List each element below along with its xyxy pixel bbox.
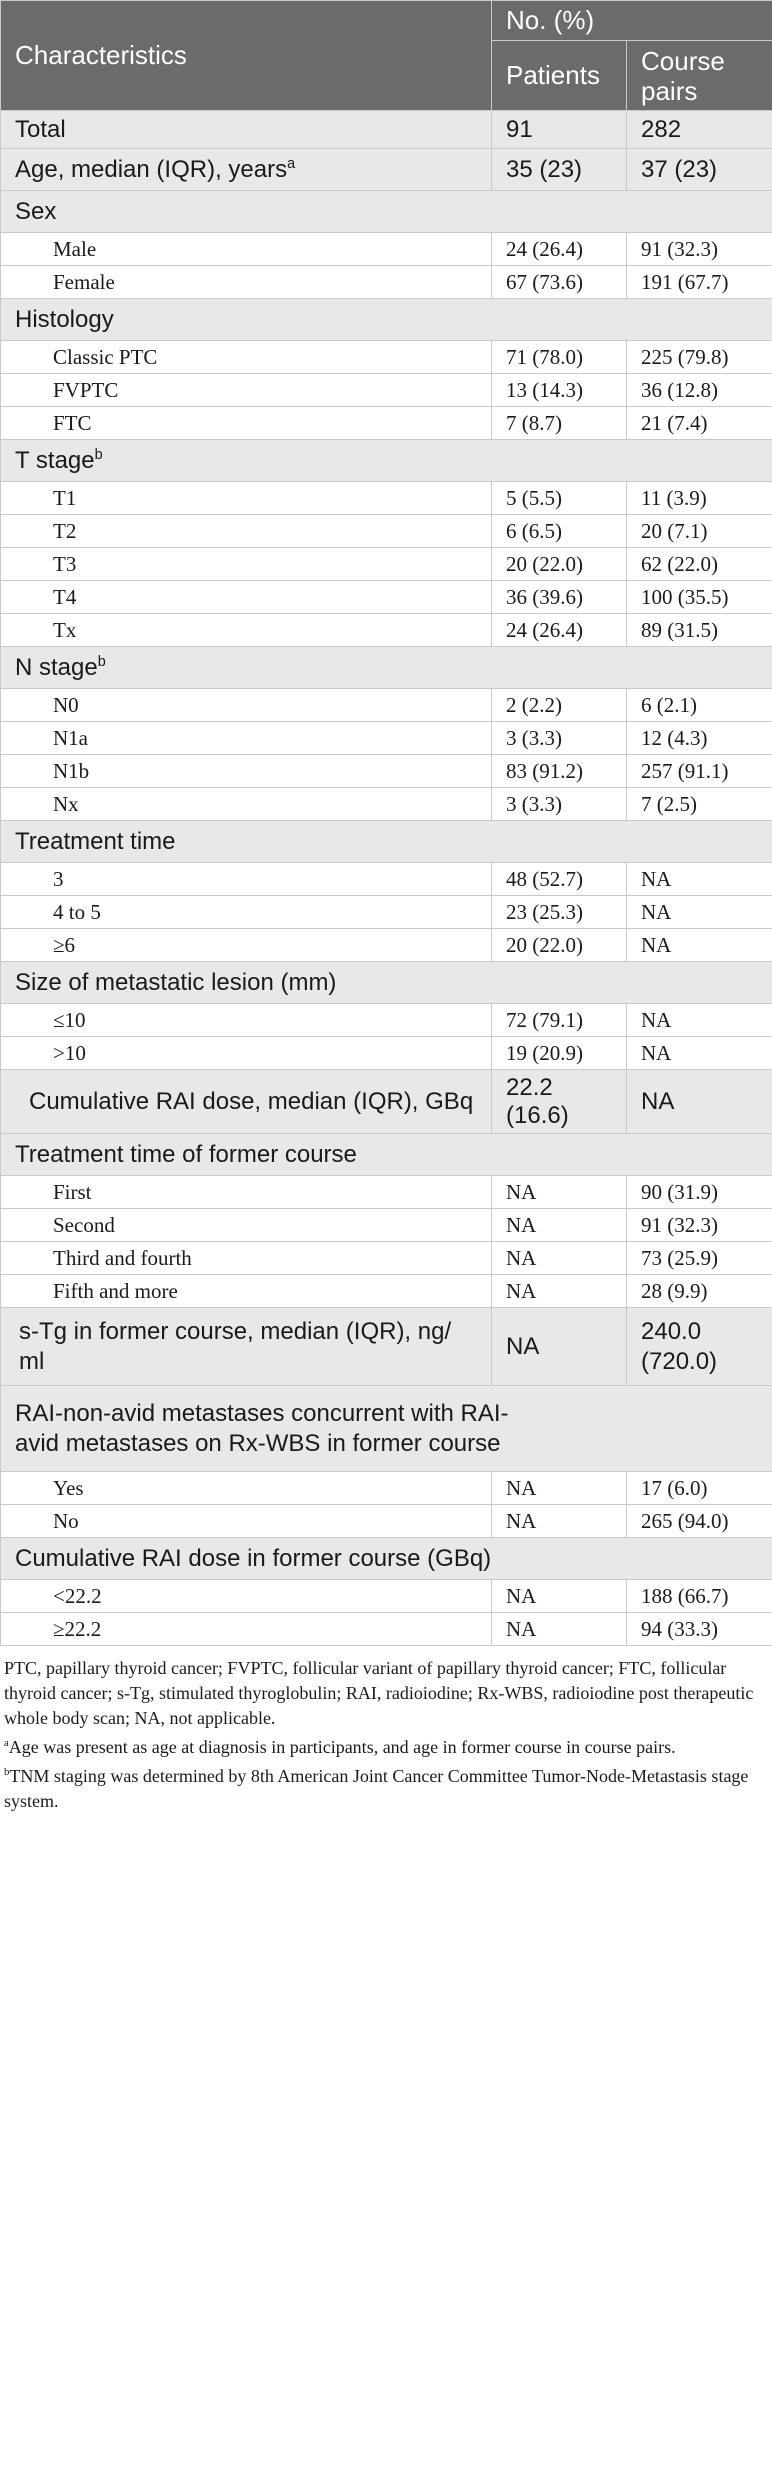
- t-stage-row-patients: [492, 548, 627, 581]
- former-course-row-label: [1, 1275, 492, 1308]
- treatment-time-heading: [1, 821, 772, 863]
- n-stage-row-course: [627, 689, 772, 722]
- age-row-course-text: 37 (23): [641, 155, 718, 183]
- footnotes: [0, 1646, 772, 1814]
- sex-row-course: [627, 266, 772, 299]
- size-lesion-row-patients-text: 72 (79.1): [506, 1007, 583, 1032]
- t-stage-row-label-text: T2: [53, 518, 77, 543]
- histology-row-label: [1, 341, 492, 374]
- cum-dose-former-row: [1, 1580, 772, 1613]
- treatment-time-row-patients-text: 20 (22.0): [506, 932, 583, 957]
- t-stage-row-patients: [492, 614, 627, 647]
- cum-dose-former-row-patients: [492, 1580, 627, 1613]
- treatment-time-heading-text: Treatment time: [15, 827, 176, 855]
- treatment-time-row: [1, 929, 772, 962]
- treatment-time-row-course: [627, 929, 772, 962]
- t-stage-row-course: [627, 581, 772, 614]
- cum-dose-former-row-label: [1, 1613, 492, 1646]
- former-course-row-patients-text: NA: [506, 1212, 537, 1237]
- sex-row-course: [627, 233, 772, 266]
- n-stage-row-label: [1, 755, 492, 788]
- histology-row-course-text: 225 (79.8): [641, 344, 729, 369]
- age-row: [1, 149, 772, 191]
- t-stage-row-label-text: T4: [53, 584, 77, 609]
- sex-heading-row: [1, 191, 772, 233]
- t-stage-row: [1, 482, 772, 515]
- n-stage-row-patients: [492, 722, 627, 755]
- former-course-row-patients: [492, 1275, 627, 1308]
- nonavid-heading-row: [1, 1386, 772, 1472]
- total-row: [1, 111, 772, 149]
- t-stage-row-patients-text: 5 (5.5): [506, 485, 562, 510]
- t-stage-row-label-text: T1: [53, 485, 77, 510]
- former-course-row-label-text: Fifth and more: [53, 1278, 178, 1303]
- histology-row-patients-text: 71 (78.0): [506, 344, 583, 369]
- nonavid-row-patients-text: NA: [506, 1508, 537, 1533]
- treatment-time-row-course-text: NA: [641, 899, 672, 924]
- former-course-row: [1, 1209, 772, 1242]
- nonavid-row-course: [627, 1472, 772, 1505]
- n-stage-heading-text: N stage: [15, 653, 98, 681]
- cum-dose-patients-text: 22.2 (16.6): [506, 1073, 569, 1129]
- histology-row-patients: [492, 374, 627, 407]
- total-row-course: [627, 111, 772, 149]
- histology-row-patients-text: 13 (14.3): [506, 377, 583, 402]
- former-course-heading-row: [1, 1134, 772, 1176]
- t-stage-row: [1, 548, 772, 581]
- total-row-patients: [492, 111, 627, 149]
- histology-row: [1, 407, 772, 440]
- n-stage-row-label-text: N1a: [53, 725, 88, 750]
- cum-dose-course: [627, 1070, 772, 1134]
- size-lesion-row-patients-text: 19 (20.9): [506, 1040, 583, 1065]
- size-lesion-row-label-text: >10: [53, 1040, 86, 1065]
- treatment-time-row-patients: [492, 896, 627, 929]
- t-stage-row-course-text: 100 (35.5): [641, 584, 729, 609]
- t-stage-heading: [1, 440, 772, 482]
- t-stage-row-label: [1, 614, 492, 647]
- cum-dose-former-row-course: [627, 1580, 772, 1613]
- histology-row: [1, 341, 772, 374]
- t-stage-row-course: [627, 614, 772, 647]
- footnote-b-text: TNM staging was determined by 8th American Joint Cancer Committee Tumor-Node-Metastasis stage system.: [4, 1766, 749, 1811]
- stg-course-text: 240.0 (720.0): [641, 1317, 718, 1375]
- size-lesion-row: [1, 1004, 772, 1037]
- total-row-course-text: 282: [641, 115, 682, 143]
- nonavid-heading-text: RAI-non-avid metastases concurrent with RAI-avid metastases on Rx-WBS in former course: [15, 1399, 509, 1457]
- former-course-row-patients-text: NA: [506, 1245, 537, 1270]
- n-stage-heading-row: [1, 647, 772, 689]
- total-row-patients-text: 91: [506, 115, 533, 143]
- cum-dose-former-heading-text: Cumulative RAI dose in former course (GBq): [15, 1544, 492, 1572]
- histology-heading-text: Histology: [15, 305, 114, 333]
- treatment-time-row: [1, 896, 772, 929]
- t-stage-row-patients-text: 36 (39.6): [506, 584, 583, 609]
- cum-dose-former-row-label-text: ≥22.2: [53, 1616, 102, 1641]
- sex-row-patients: [492, 266, 627, 299]
- sex-row-patients-text: 67 (73.6): [506, 269, 583, 294]
- histology-row-course: [627, 407, 772, 440]
- histology-row-label-text: FTC: [53, 410, 92, 435]
- age-row-course: [627, 149, 772, 191]
- cum-dose-row: [1, 1070, 772, 1134]
- former-course-row-course: [627, 1176, 772, 1209]
- footnote-abbreviations: PTC, papillary thyroid cancer; FVPTC, follicular variant of papillary thyroid cancer; FTC, follicular thyroid cancer; s-Tg, stimulated thyroglobulin; RAI, radioiodine; Rx-WBS, radioiodine post therapeutic whole body scan; NA, not applicable.: [4, 1658, 754, 1728]
- size-lesion-heading: [1, 962, 772, 1004]
- t-stage-heading-footnote-mark: b: [94, 446, 103, 463]
- histology-row-label-text: FVPTC: [53, 377, 119, 402]
- histology-row-label-text: Classic PTC: [53, 344, 158, 369]
- n-stage-row-label-text: N0: [53, 692, 79, 717]
- header-patients: Patients: [492, 41, 627, 111]
- histology-row-course-text: 21 (7.4): [641, 410, 708, 435]
- cum-dose-former-heading-row: [1, 1538, 772, 1580]
- nonavid-row: [1, 1472, 772, 1505]
- t-stage-row-label: [1, 482, 492, 515]
- n-stage-row-label: [1, 788, 492, 821]
- treatment-time-row-label-text: ≥6: [53, 932, 76, 957]
- cum-dose-former-row-label: [1, 1580, 492, 1613]
- nonavid-row-label-text: Yes: [53, 1475, 84, 1500]
- cum-dose-label-text: Cumulative RAI dose, median (IQR), GBq: [29, 1087, 474, 1115]
- n-stage-row: [1, 689, 772, 722]
- stg-label: [1, 1308, 492, 1386]
- sex-row-label: [1, 266, 492, 299]
- t-stage-row-patients-text: 20 (22.0): [506, 551, 583, 576]
- former-course-row-course: [627, 1242, 772, 1275]
- former-course-row-course-text: 28 (9.9): [641, 1278, 708, 1303]
- n-stage-row-course-text: 7 (2.5): [641, 791, 697, 816]
- t-stage-row: [1, 515, 772, 548]
- sex-row: [1, 266, 772, 299]
- cum-dose-label: [1, 1070, 492, 1134]
- treatment-time-row-patients: [492, 929, 627, 962]
- nonavid-row-patients: [492, 1505, 627, 1538]
- t-stage-row-label: [1, 581, 492, 614]
- former-course-row-course-text: 91 (32.3): [641, 1212, 718, 1237]
- t-stage-row-course: [627, 515, 772, 548]
- treatment-time-row-patients-text: 48 (52.7): [506, 866, 583, 891]
- treatment-time-row-label-text: 4 to 5: [53, 899, 101, 924]
- size-lesion-row-course: [627, 1004, 772, 1037]
- sex-row-course-text: 91 (32.3): [641, 236, 718, 261]
- former-course-row-patients-text: NA: [506, 1278, 537, 1303]
- former-course-row-label: [1, 1242, 492, 1275]
- size-lesion-row-course-text: NA: [641, 1040, 672, 1065]
- total-row-label-text: Total: [15, 115, 66, 143]
- treatment-time-row-label: [1, 896, 492, 929]
- cum-dose-former-row-course-text: 94 (33.3): [641, 1616, 718, 1641]
- former-course-row-label-text: First: [53, 1179, 92, 1204]
- treatment-time-row-patients-text: 23 (25.3): [506, 899, 583, 924]
- t-stage-row-label-text: Tx: [53, 617, 77, 642]
- former-course-row-course-text: 90 (31.9): [641, 1179, 718, 1204]
- treatment-time-row-course: [627, 863, 772, 896]
- n-stage-row-course: [627, 788, 772, 821]
- n-stage-row-label-text: Nx: [53, 791, 79, 816]
- sex-row-patients: [492, 233, 627, 266]
- footnote-b: [4, 1760, 768, 1814]
- treatment-time-row-label: [1, 929, 492, 962]
- age-row-label: [1, 149, 492, 191]
- n-stage-row-course-text: 257 (91.1): [641, 758, 729, 783]
- cum-dose-course-text: NA: [641, 1087, 675, 1115]
- footnote-a-text: Age was present as age at diagnosis in participants, and age in former course in course pairs.: [8, 1737, 676, 1757]
- former-course-row-label: [1, 1176, 492, 1209]
- sex-row-label-text: Male: [53, 236, 97, 261]
- treatment-time-row-label: [1, 863, 492, 896]
- n-stage-row-course: [627, 722, 772, 755]
- former-course-heading-text: Treatment time of former course: [15, 1140, 357, 1168]
- t-stage-heading-row: [1, 440, 772, 482]
- header-course-pairs: Course pairs: [627, 41, 772, 111]
- histology-row-patients: [492, 341, 627, 374]
- n-stage-row-course: [627, 755, 772, 788]
- former-course-row: [1, 1275, 772, 1308]
- t-stage-row: [1, 614, 772, 647]
- nonavid-row-patients: [492, 1472, 627, 1505]
- n-stage-row-course-text: 12 (4.3): [641, 725, 708, 750]
- size-lesion-row-label: [1, 1037, 492, 1070]
- t-stage-row-course-text: 11 (3.9): [641, 485, 707, 510]
- nonavid-row-label: [1, 1505, 492, 1538]
- treatment-time-heading-row: [1, 821, 772, 863]
- t-stage-row-patients: [492, 515, 627, 548]
- t-stage-row-course-text: 62 (22.0): [641, 551, 718, 576]
- nonavid-row-patients-text: NA: [506, 1475, 537, 1500]
- n-stage-row-label-text: N1b: [53, 758, 90, 783]
- treatment-time-row-label-text: 3: [53, 866, 64, 891]
- sex-row: [1, 233, 772, 266]
- cum-dose-patients: [492, 1070, 627, 1134]
- former-course-row-label: [1, 1209, 492, 1242]
- stg-patients-text: NA: [506, 1332, 540, 1360]
- former-course-row: [1, 1176, 772, 1209]
- n-stage-row-label: [1, 689, 492, 722]
- former-course-row-course: [627, 1209, 772, 1242]
- sex-row-label-text: Female: [53, 269, 115, 294]
- age-row-label-footnote-mark: a: [287, 155, 296, 172]
- cum-dose-former-heading: [1, 1538, 772, 1580]
- cum-dose-former-row-label-text: <22.2: [53, 1583, 102, 1608]
- histology-row-course: [627, 374, 772, 407]
- histology-row-patients: [492, 407, 627, 440]
- age-row-label-text: Age, median (IQR), years: [15, 155, 288, 183]
- t-stage-row-course: [627, 548, 772, 581]
- stg-row: [1, 1308, 772, 1386]
- n-stage-row-label: [1, 722, 492, 755]
- nonavid-row-label-text: No: [53, 1508, 79, 1533]
- n-stage-row-patients-text: 3 (3.3): [506, 791, 562, 816]
- histology-row-patients-text: 7 (8.7): [506, 410, 562, 435]
- t-stage-row-course: [627, 482, 772, 515]
- t-stage-row: [1, 581, 772, 614]
- size-lesion-row-course-text: NA: [641, 1007, 672, 1032]
- nonavid-row: [1, 1505, 772, 1538]
- treatment-time-row-patients: [492, 863, 627, 896]
- histology-row-course: [627, 341, 772, 374]
- age-row-patients-text: 35 (23): [506, 155, 583, 183]
- treatment-time-row-course: [627, 896, 772, 929]
- nonavid-row-label: [1, 1472, 492, 1505]
- cum-dose-former-row-patients: [492, 1613, 627, 1646]
- former-course-row-label-text: Third and fourth: [53, 1245, 192, 1270]
- nonavid-row-course-text: 17 (6.0): [641, 1475, 708, 1500]
- treatment-time-row-course-text: NA: [641, 932, 672, 957]
- t-stage-row-label: [1, 548, 492, 581]
- sex-row-patients-text: 24 (26.4): [506, 236, 583, 261]
- stg-patients: [492, 1308, 627, 1386]
- n-stage-row-course-text: 6 (2.1): [641, 692, 697, 717]
- header-characteristics: Characteristics: [1, 1, 492, 111]
- nonavid-row-course: [627, 1505, 772, 1538]
- histology-row: [1, 374, 772, 407]
- header-row-1: [1, 1, 772, 41]
- size-lesion-row-label-text: ≤10: [53, 1007, 86, 1032]
- histology-row-label: [1, 407, 492, 440]
- footnote-a: [4, 1731, 768, 1760]
- n-stage-heading-footnote-mark: b: [97, 653, 106, 670]
- nonavid-heading: [1, 1386, 772, 1472]
- n-stage-row-patients: [492, 788, 627, 821]
- size-lesion-heading-text: Size of metastatic lesion (mm): [15, 968, 337, 996]
- histology-row-label: [1, 374, 492, 407]
- size-lesion-row-patients: [492, 1037, 627, 1070]
- histology-heading: [1, 299, 772, 341]
- cum-dose-former-row-patients-text: NA: [506, 1583, 537, 1608]
- former-course-row-course: [627, 1275, 772, 1308]
- sex-heading: [1, 191, 772, 233]
- former-course-row-patients: [492, 1242, 627, 1275]
- size-lesion-row-patients: [492, 1004, 627, 1037]
- former-course-row-course-text: 73 (25.9): [641, 1245, 718, 1270]
- cum-dose-former-row-patients-text: NA: [506, 1616, 537, 1641]
- age-row-patients: [492, 149, 627, 191]
- former-course-row-patients-text: NA: [506, 1179, 537, 1204]
- t-stage-row-patients: [492, 482, 627, 515]
- t-stage-row-patients-text: 6 (6.5): [506, 518, 562, 543]
- size-lesion-row: [1, 1037, 772, 1070]
- cum-dose-former-row: [1, 1613, 772, 1646]
- footnote-a-mark: a: [4, 1737, 9, 1749]
- former-course-row-label-text: Second: [53, 1212, 115, 1237]
- treatment-time-row-course-text: NA: [641, 866, 672, 891]
- header-no-pct: No. (%): [492, 1, 772, 41]
- n-stage-row-patients-text: 83 (91.2): [506, 758, 583, 783]
- size-lesion-row-course: [627, 1037, 772, 1070]
- stg-course: [627, 1308, 772, 1386]
- n-stage-row-patients: [492, 689, 627, 722]
- former-course-heading: [1, 1134, 772, 1176]
- n-stage-row: [1, 722, 772, 755]
- n-stage-row-patients-text: 3 (3.3): [506, 725, 562, 750]
- stg-label-text: s-Tg in former course, median (IQR), ng/ ml: [19, 1317, 452, 1375]
- cum-dose-former-row-course-text: 188 (66.7): [641, 1583, 729, 1608]
- t-stage-row-label: [1, 515, 492, 548]
- size-lesion-row-label: [1, 1004, 492, 1037]
- nonavid-row-course-text: 265 (94.0): [641, 1508, 729, 1533]
- histology-heading-row: [1, 299, 772, 341]
- treatment-time-row: [1, 863, 772, 896]
- sex-row-course-text: 191 (67.7): [641, 269, 729, 294]
- n-stage-row-patients-text: 2 (2.2): [506, 692, 562, 717]
- t-stage-row-course-text: 89 (31.5): [641, 617, 718, 642]
- footnote-b-mark: b: [4, 1766, 10, 1778]
- t-stage-row-patients-text: 24 (26.4): [506, 617, 583, 642]
- n-stage-row: [1, 788, 772, 821]
- t-stage-heading-text: T stage: [15, 446, 95, 474]
- total-row-label: [1, 111, 492, 149]
- t-stage-row-course-text: 20 (7.1): [641, 518, 708, 543]
- former-course-row-patients: [492, 1209, 627, 1242]
- former-course-row-patients: [492, 1176, 627, 1209]
- sex-row-label: [1, 233, 492, 266]
- t-stage-row-patients: [492, 581, 627, 614]
- former-course-row: [1, 1242, 772, 1275]
- t-stage-row-label-text: T3: [53, 551, 77, 576]
- sex-heading-text: Sex: [15, 197, 57, 225]
- n-stage-row-patients: [492, 755, 627, 788]
- size-lesion-heading-row: [1, 962, 772, 1004]
- cum-dose-former-row-course: [627, 1613, 772, 1646]
- histology-row-course-text: 36 (12.8): [641, 377, 718, 402]
- n-stage-row: [1, 755, 772, 788]
- n-stage-heading: [1, 647, 772, 689]
